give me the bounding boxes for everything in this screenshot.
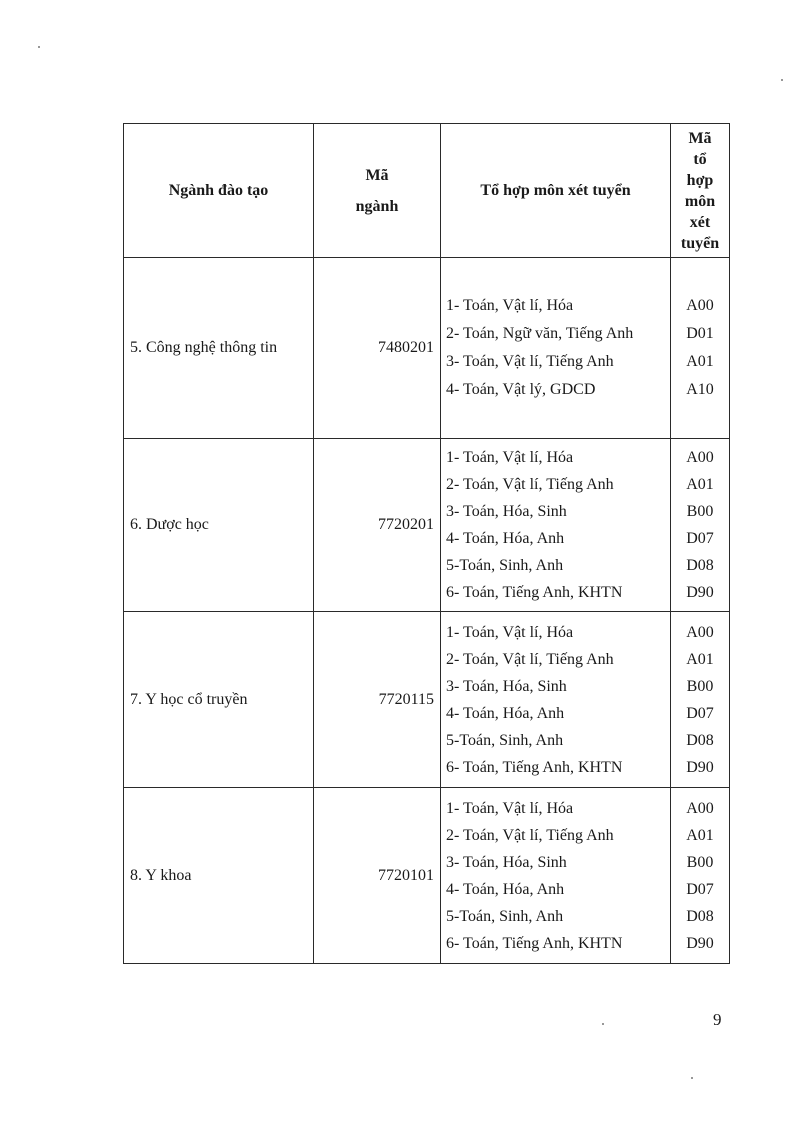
- combination-code: A00: [686, 799, 714, 817]
- table-row: [124, 612, 730, 788]
- combination-item: 2- Toán, Vật lí, Tiếng Anh: [446, 650, 614, 668]
- header-cc-line: Mã: [688, 129, 712, 147]
- combination-code: A01: [686, 476, 714, 493]
- major-name: 5. Công nghệ thông tin: [124, 258, 314, 439]
- header-major-name: Ngành đào tạo: [124, 124, 314, 258]
- combination-item: 6- Toán, Tiếng Anh, KHTN: [446, 584, 623, 601]
- combination-codes: [671, 788, 730, 964]
- combination-item: 4- Toán, Hóa, Anh: [446, 880, 565, 898]
- scan-speck: [38, 46, 40, 48]
- combination-code: D08: [686, 731, 714, 749]
- header-combination-code: [671, 124, 730, 258]
- major-code: 7720201: [314, 439, 441, 612]
- combination-code: D90: [686, 758, 714, 776]
- page-number: 9: [713, 1010, 722, 1029]
- combination-item: 1- Toán, Vật lí, Hóa: [446, 449, 574, 466]
- combination-item: 4- Toán, Hóa, Anh: [446, 530, 565, 547]
- combination-code: D07: [686, 880, 714, 898]
- header-cc-line: tổ: [693, 150, 707, 168]
- combination-item: 1- Toán, Vật lí, Hóa: [446, 799, 574, 817]
- scan-speck: [781, 79, 783, 81]
- header-cc-line: xét: [689, 213, 711, 231]
- combination-item: 4- Toán, Hóa, Anh: [446, 704, 565, 722]
- combination-code: A00: [686, 297, 714, 314]
- subject-combinations: [441, 788, 671, 964]
- header-subject-combination: Tổ hợp môn xét tuyển: [441, 124, 671, 258]
- scan-speck: [602, 1023, 604, 1025]
- combination-item: 6- Toán, Tiếng Anh, KHTN: [446, 758, 623, 776]
- header-major-code-line: Mã: [365, 166, 389, 184]
- major-name: 6. Dược học: [124, 439, 314, 612]
- combination-item: 5-Toán, Sinh, Anh: [446, 907, 564, 925]
- admission-table: [123, 123, 730, 964]
- combination-item: 3- Toán, Hóa, Sinh: [446, 677, 567, 695]
- combination-code: A01: [686, 650, 714, 668]
- combination-codes: [671, 612, 730, 788]
- combination-code: A01: [686, 353, 714, 370]
- combination-code: A00: [686, 623, 714, 641]
- major-code: 7480201: [314, 258, 441, 439]
- combination-item: 3- Toán, Hóa, Sinh: [446, 503, 567, 520]
- combination-code: A10: [686, 381, 714, 398]
- combination-item: 2- Toán, Vật lí, Tiếng Anh: [446, 826, 614, 844]
- combination-item: 1- Toán, Vật lí, Hóa: [446, 623, 574, 641]
- combination-item: 3- Toán, Hóa, Sinh: [446, 853, 567, 871]
- combination-item: 5-Toán, Sinh, Anh: [446, 557, 564, 574]
- scan-speck: [691, 1077, 693, 1079]
- combination-item: 1- Toán, Vật lí, Hóa: [446, 297, 574, 314]
- combination-item: 3- Toán, Vật lí, Tiếng Anh: [446, 353, 614, 370]
- major-name: 7. Y học cổ truyền: [124, 612, 314, 788]
- combination-code: B00: [686, 503, 714, 520]
- header-major-code-line: ngành: [355, 197, 399, 215]
- combination-code: D08: [686, 907, 714, 925]
- combination-code: D08: [686, 557, 714, 574]
- combination-item: 6- Toán, Tiếng Anh, KHTN: [446, 934, 623, 952]
- combination-code: D07: [686, 704, 714, 722]
- combination-code: B00: [686, 677, 714, 695]
- combination-item: 5-Toán, Sinh, Anh: [446, 731, 564, 749]
- header-major-code: [314, 124, 441, 258]
- combination-codes: [671, 439, 730, 612]
- combination-item: 2- Toán, Vật lí, Tiếng Anh: [446, 476, 614, 493]
- table-row: [124, 788, 730, 964]
- combination-code: A00: [686, 449, 714, 466]
- combination-item: 2- Toán, Ngữ văn, Tiếng Anh: [446, 325, 634, 342]
- table-row: [124, 439, 730, 612]
- subject-combinations: [441, 258, 671, 439]
- combination-codes: [671, 258, 730, 439]
- header-cc-line: môn: [684, 192, 716, 210]
- table-row: [124, 258, 730, 439]
- table-header-row: [124, 124, 730, 258]
- combination-code: B00: [686, 853, 714, 871]
- header-cc-line: hợp: [686, 171, 714, 189]
- combination-code: D90: [686, 584, 714, 601]
- major-code: 7720101: [314, 788, 441, 964]
- major-name: 8. Y khoa: [124, 788, 314, 964]
- combination-code: D01: [686, 325, 714, 342]
- combination-code: A01: [686, 826, 714, 844]
- combination-code: D07: [686, 530, 714, 547]
- subject-combinations: [441, 439, 671, 612]
- combination-item: 4- Toán, Vật lý, GDCD: [446, 381, 596, 398]
- header-cc-line: tuyển: [680, 234, 720, 252]
- subject-combinations: [441, 612, 671, 788]
- combination-code: D90: [686, 934, 714, 952]
- major-code: 7720115: [314, 612, 441, 788]
